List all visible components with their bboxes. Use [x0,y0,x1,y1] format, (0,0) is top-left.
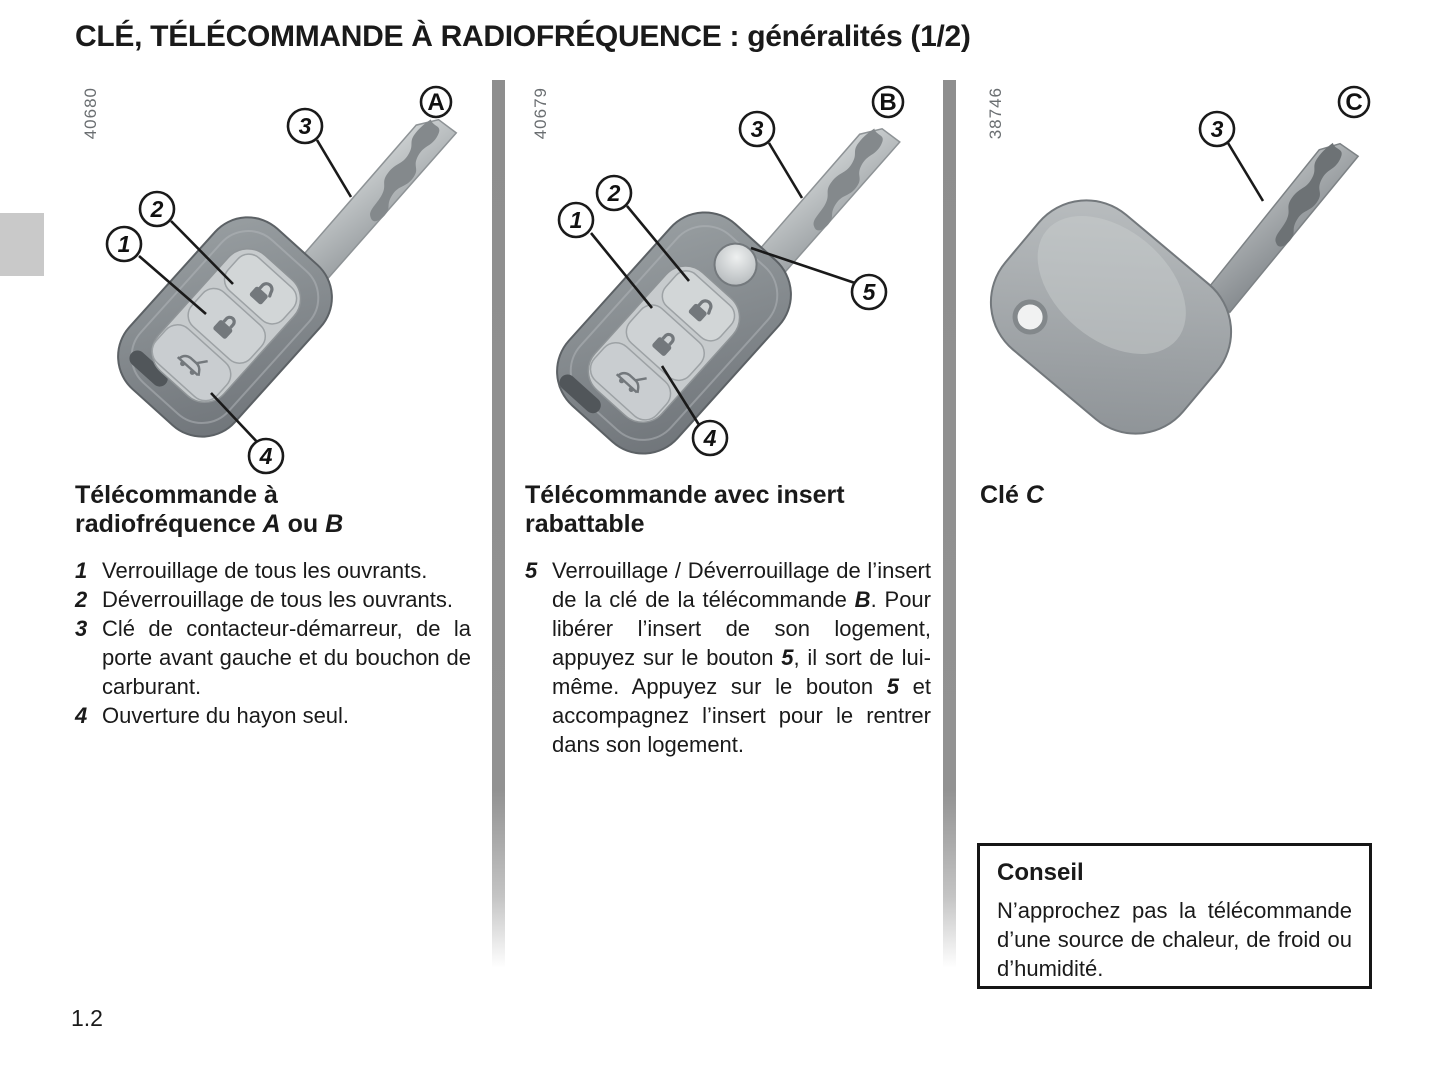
page-title: CLÉ, TÉLÉCOMMANDE À RADIOFRÉQUENCE : généralités (1/2) [75,20,971,53]
key-ref-a: A [262,510,281,538]
list-item [75,701,471,730]
text-part: . Pour libérer l’insert de son logement, appuyez sur le bouton [552,587,931,670]
figure-key-c [980,85,1380,480]
heading-text: Clé [980,481,1026,509]
text-part: et accompagnez l’insert pour le rentrer dans son logement. [552,674,931,757]
figure-a-image-number: 40680 [81,87,100,140]
page-number: 1.2 [71,1005,103,1031]
column-divider-2 [943,80,956,968]
svg-text:3: 3 [298,113,312,139]
item-text: Clé de contacteur-démarreur, de la porte avant gauche et du bouchon de carburant. [102,616,471,699]
figure-key-b [525,85,925,480]
figure-key-a [75,85,475,480]
svg-text:C: C [1345,89,1363,116]
text-part: Verrouillage / Déverrouillage de l’insert de la clé de la télécommande [552,558,931,612]
list-item-5 [525,556,931,759]
legend-list-insert [525,556,931,759]
key-c [980,85,1380,459]
advice-box [977,843,1372,989]
advice-heading: Conseil [997,859,1084,886]
list-item [75,614,471,701]
item-number: 1 [75,558,88,583]
svg-text:1: 1 [117,231,131,257]
item-number: 5 [525,558,538,583]
button-ref-5: 5 [886,674,900,699]
button-ref-5: 5 [781,645,794,670]
svg-text:B: B [879,89,897,116]
svg-text:1: 1 [569,207,583,233]
heading-text: ou [280,510,326,538]
section-key-c [980,481,1375,527]
legend-list-ab [75,556,471,730]
svg-text:4: 4 [259,443,273,469]
item-number: 2 [75,587,88,612]
section-remote-insert [525,481,931,759]
advice-text: N’approchez pas la télécommande d’une source de chaleur, de froid ou d’humidité. [997,898,1352,981]
item-text: Ouverture du hayon seul. [102,703,350,728]
svg-text:5: 5 [862,279,876,305]
column-divider-1 [492,80,505,968]
section-heading-key-c [980,481,1326,510]
section-heading-remote-insert: Télécommande avec insert rabattable [525,481,845,538]
figure-b-letter-badge [873,87,903,117]
section-heading-remote-ab [75,481,421,539]
heading-text: Télécommande à radiofréquence [75,481,278,538]
callout-3-a [288,109,351,197]
svg-text:2: 2 [150,196,164,222]
key-ref-b: B [854,587,871,612]
key-ref-b: B [325,510,344,538]
key-a-illustration [75,85,475,480]
item-text [552,556,931,759]
item-text: Verrouillage de tous les ouvrants. [102,558,428,583]
list-item [75,585,471,614]
figure-c-image-number: 38746 [986,87,1005,140]
svg-text:2: 2 [607,180,621,206]
figure-a-letter-badge [421,87,451,117]
item-number: 3 [75,616,88,641]
figure-c-letter-badge [1339,87,1369,117]
chapter-tab-marker [0,213,44,276]
svg-text:4: 4 [703,425,717,451]
item-number: 4 [75,703,88,728]
key-b-illustration [525,85,925,480]
figure-b-image-number: 40679 [531,87,550,140]
svg-text:3: 3 [750,116,764,142]
section-remote-ab [75,481,471,730]
key-ref-c: C [1025,481,1044,509]
key-c-illustration [980,85,1380,480]
list-item [75,556,471,585]
callout-3-c [1200,112,1263,201]
svg-text:A: A [427,89,445,116]
callout-3-b [740,112,802,198]
svg-text:3: 3 [1210,116,1224,142]
item-text: Déverrouillage de tous les ouvrants. [102,587,453,612]
text-part: , il sort de lui-même. Appuyez sur le bouton [552,645,931,699]
